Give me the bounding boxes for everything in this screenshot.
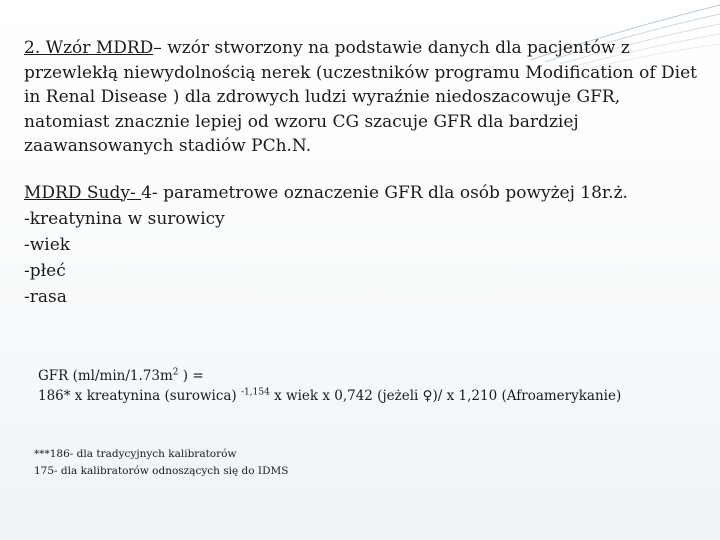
mdrd-study-heading: MDRD Sudy- — [24, 182, 142, 203]
mdrd-heading: 2. Wzór MDRD — [24, 38, 154, 58]
mdrd-study-text: 4- parametrowe oznaczenie GFR dla osób powyżej 18r.ż. — [141, 182, 628, 203]
formula-line-2-end: x wiek x 0,742 (jeżeli ♀)/ x 1,210 (Afroamerykanie) — [269, 388, 622, 404]
parameter-item-creatinine: -kreatynina w surowicy — [24, 208, 225, 229]
parameter-item-age: -wiek — [24, 234, 71, 255]
slide-body — [24, 36, 708, 310]
formula-line-2 — [38, 386, 621, 406]
mdrd-description-text: – wzór stworzony na podstawie danych dla pacjentów z przewlekłą niewydolnością nerek (uczestników programu Modification of Diet in Renal Disease ) dla zdrowych ludzi wyraźnie niedoszacowuje GFR, natomiast znacznie lepiej od wzoru CG szacuje GFR dla bardziej zaawansowanych stadiów PCh.N. — [24, 38, 698, 156]
gfr-formula — [38, 366, 621, 406]
note-traditional-calibrators: ***186- dla tradycyjnych kalibratorów — [34, 448, 237, 460]
mdrd-study-section — [24, 180, 708, 310]
mdrd-description — [24, 36, 708, 159]
formula-line-1-start: GFR (ml/min/1.73m — [38, 368, 173, 384]
formula-line-1 — [38, 366, 621, 386]
mdrd-study-line — [24, 180, 708, 206]
formula-exponent-creatinine: -1,154 — [241, 387, 270, 398]
note-idms-calibrators: 175- dla kalibratorów odnoszących się do IDMS — [34, 465, 289, 477]
formula-line-1-end: ) = — [178, 368, 204, 384]
parameter-item-race: -rasa — [24, 286, 67, 307]
calibration-notes — [34, 446, 288, 480]
formula-line-2-start: 186* x kreatynina (surowica) — [38, 388, 241, 404]
parameter-item-sex: -płeć — [24, 260, 66, 281]
formula-exponent-2: 2 — [172, 367, 179, 378]
